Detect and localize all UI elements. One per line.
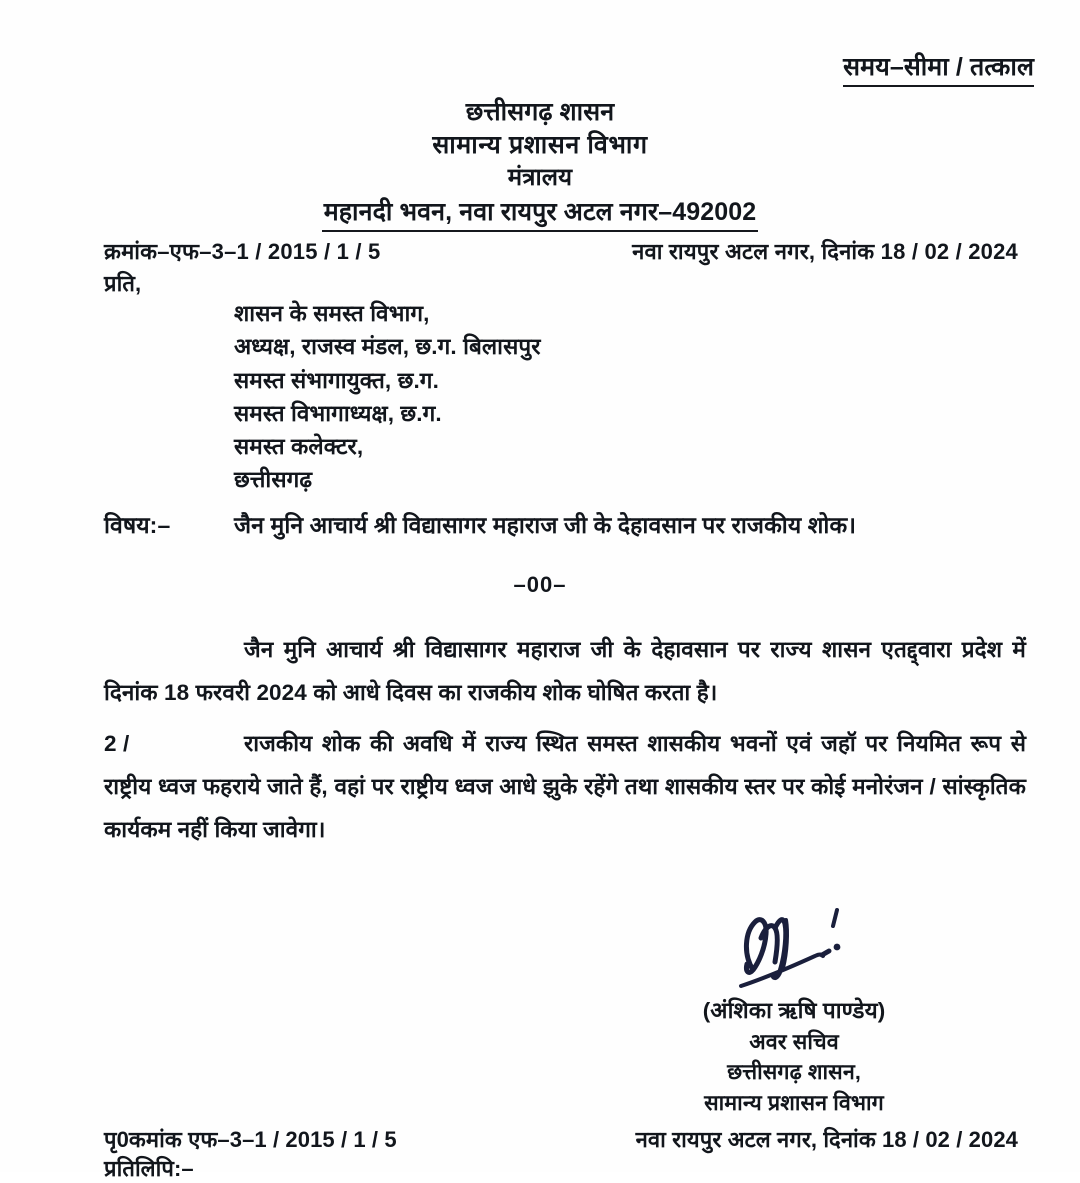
body-paragraph-1: जैन मुनि आचार्य श्री विद्यासागर महाराज जी के देहावसान पर राज्य शासन एतद्द्वारा प्रदेश में दिनांक 18 फरवरी 2024 को आधे दिवस का राजकीय शोक घोषित करता है। [104, 637, 1026, 706]
subject-label: विषय:– [104, 512, 171, 538]
urgency-stamp: समय–सीमा / तत्काल [843, 52, 1034, 87]
list-item: समस्त कलेक्टर, [234, 434, 364, 460]
endorsement-number: पृ0कमांक एफ–3–1 / 2015 / 1 / 5 [104, 1127, 397, 1152]
list-item: छत्तीसगढ़ [234, 467, 313, 493]
letterhead [0, 96, 1080, 232]
addressee-list [234, 297, 541, 497]
copy-label: प्रतिलिपि:– [104, 1156, 194, 1181]
government-name: छत्तीसगढ़ शासन [465, 98, 615, 126]
to-label: प्रति, [104, 271, 142, 296]
section-separator: –00– [513, 572, 567, 597]
reference-row [104, 236, 1018, 266]
issue-place-date: नवा रायपुर अटल नगर, दिनांक 18 / 02 / 2024 [632, 239, 1018, 264]
subject-line [104, 508, 1020, 540]
signatory-government: छत्तीसगढ़ शासन, [727, 1060, 861, 1085]
signatory-name: (अंशिका ऋषि पाण्डेय) [702, 998, 886, 1023]
handwritten-signature-icon [594, 893, 994, 993]
reference-number: क्रमांक–एफ–3–1 / 2015 / 1 / 5 [104, 239, 381, 264]
list-item: समस्त विभागाध्यक्ष, छ.ग. [234, 400, 442, 426]
endorsement-place-date: नवा रायपुर अटल नगर, दिनांक 18 / 02 / 2024 [635, 1127, 1018, 1152]
body-paragraph-2 [104, 722, 1026, 852]
paragraph-number: 2 / [104, 731, 130, 756]
signatory-designation: अवर सचिव [749, 1029, 839, 1054]
signature-block [594, 893, 994, 1118]
subject-text: जैन मुनि आचार्य श्री विद्यासागर महाराज जी के देहावसान पर राजकीय शोक। [234, 512, 857, 538]
secretariat-name: मंत्रालय [507, 164, 573, 191]
department-name: सामान्य प्रशासन विभाग [432, 131, 648, 159]
list-item: अध्यक्ष, राजस्व मंडल, छ.ग. बिलासपुर [234, 334, 541, 360]
office-address: महानदी भवन, नवा रायपुर अटल नगर–492002 [322, 196, 759, 233]
signatory-department: सामान्य प्रशासन विभाग [704, 1090, 884, 1115]
list-item: समस्त संभागायुक्त, छ.ग. [234, 367, 439, 393]
endorsement-row [104, 1124, 1018, 1154]
list-item: शासन के समस्त विभाग, [234, 301, 430, 326]
body-paragraph-2-text: राजकीय शोक की अवधि में राज्य स्थित समस्त शासकीय भवनों एवं जहॉ पर नियमित रूप से राष्ट्रीय ध्वज फहराये जाते हैं, वहां पर राष्ट्रीय ध्वज आधे झुके रहेंगे तथा शासकीय स्तर पर कोई मनोरंजन / सांस्कृतिक कार्यकम नहीं किया जावेगा। [104, 731, 1026, 843]
